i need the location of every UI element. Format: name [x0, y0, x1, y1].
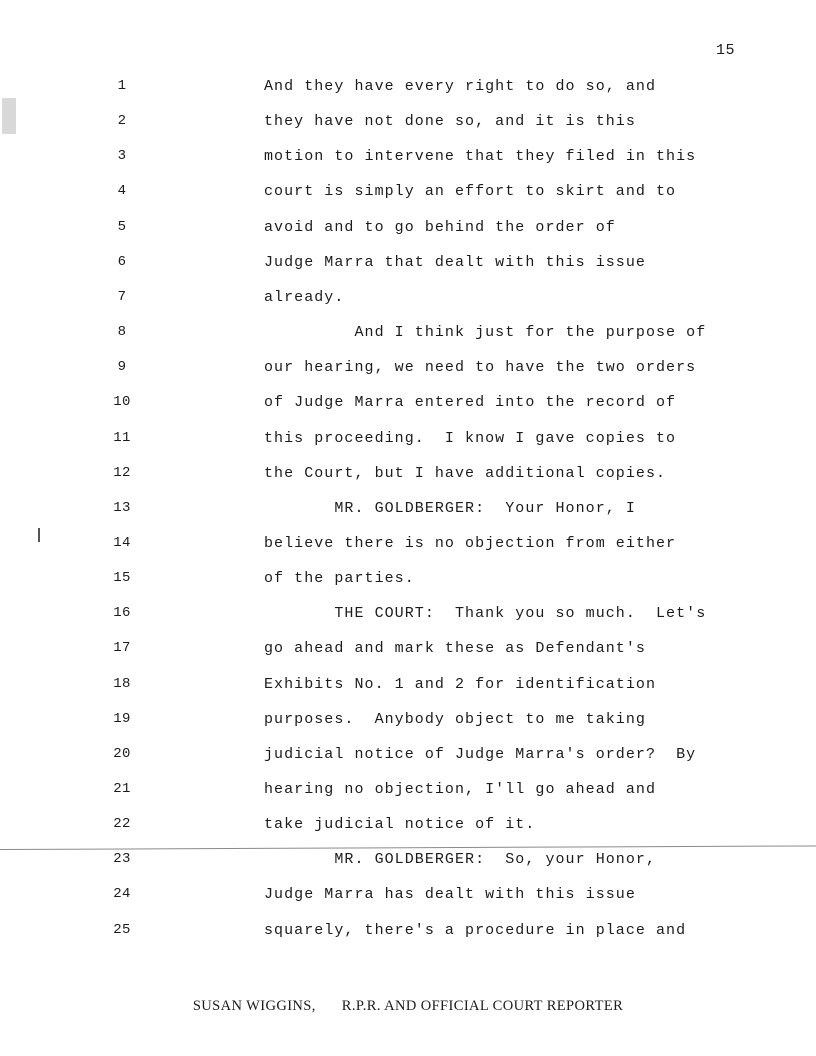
- line-text: our hearing, we need to have the two orders: [264, 359, 697, 377]
- line-text: THE COURT: Thank you so much. Let's: [264, 605, 707, 623]
- line-number: 24: [113, 886, 131, 903]
- line-number: 12: [113, 464, 131, 481]
- line-text: go ahead and mark these as Defendant's: [264, 640, 646, 658]
- line-number: 3: [117, 148, 127, 165]
- line-text: MR. GOLDBERGER: Your Honor, I: [264, 499, 636, 517]
- line-number: 9: [117, 359, 127, 376]
- line-text: Judge Marra that dealt with this issue: [264, 253, 646, 271]
- line-number: 14: [113, 534, 131, 551]
- reporter-title: R.P.R. AND OFFICIAL COURT REPORTER: [341, 998, 624, 1014]
- line-text: of Judge Marra entered into the record of: [264, 394, 677, 412]
- line-number: 5: [117, 218, 127, 235]
- line-number: 15: [113, 570, 131, 587]
- line-text: squarely, there's a procedure in place and: [264, 921, 687, 939]
- line-number: 17: [113, 640, 131, 657]
- scan-artifact-line: [0, 845, 816, 850]
- line-number: 11: [113, 429, 131, 446]
- line-text: Judge Marra has dealt with this issue: [264, 886, 636, 904]
- line-number: 16: [113, 605, 131, 622]
- line-text: avoid and to go behind the order of: [264, 218, 616, 236]
- line-number: 2: [117, 113, 127, 130]
- line-number: 20: [113, 745, 131, 762]
- line-text: the Court, but I have additional copies.: [264, 464, 667, 482]
- line-text: MR. GOLDBERGER: So, your Honor,: [264, 851, 657, 869]
- left-margin-scan-mark: [38, 528, 40, 542]
- line-text: hearing no objection, I'll go ahead and: [264, 781, 657, 798]
- left-margin-scan-mark: [2, 98, 16, 134]
- line-text: already.: [264, 288, 345, 306]
- line-text: this proceeding. I know I gave copies to: [264, 429, 677, 447]
- line-number: 22: [113, 816, 131, 833]
- line-number: 4: [117, 183, 127, 200]
- line-number: 18: [113, 675, 131, 692]
- line-text: of the parties.: [264, 570, 415, 588]
- line-number: 13: [113, 499, 131, 516]
- line-text: they have not done so, and it is this: [264, 113, 636, 131]
- line-text: And I think just for the purpose of: [264, 324, 707, 342]
- line-number: 7: [117, 288, 127, 305]
- line-text: And they have every right to do so, and: [264, 78, 657, 95]
- line-number: 25: [113, 921, 131, 938]
- line-text: purposes. Anybody object to me taking: [264, 710, 646, 728]
- line-number: 8: [117, 324, 127, 341]
- line-number: 19: [113, 710, 131, 727]
- line-number: 6: [117, 253, 127, 270]
- line-number: 21: [113, 781, 131, 797]
- line-number: 10: [113, 394, 131, 411]
- line-text: take judicial notice of it.: [264, 816, 536, 834]
- line-number: 23: [113, 851, 131, 868]
- page-number: 15: [716, 42, 736, 59]
- line-number: 1: [117, 78, 127, 94]
- line-text: court is simply an effort to skirt and to: [264, 183, 677, 201]
- line-text: judicial notice of Judge Marra's order? By: [264, 745, 697, 763]
- line-text: believe there is no objection from either: [264, 534, 677, 552]
- reporter-footer: [0, 998, 816, 1015]
- line-text: Exhibits No. 1 and 2 for identification: [264, 675, 657, 693]
- reporter-name: SUSAN WIGGINS,: [192, 998, 316, 1014]
- line-text: motion to intervene that they filed in this: [264, 148, 697, 166]
